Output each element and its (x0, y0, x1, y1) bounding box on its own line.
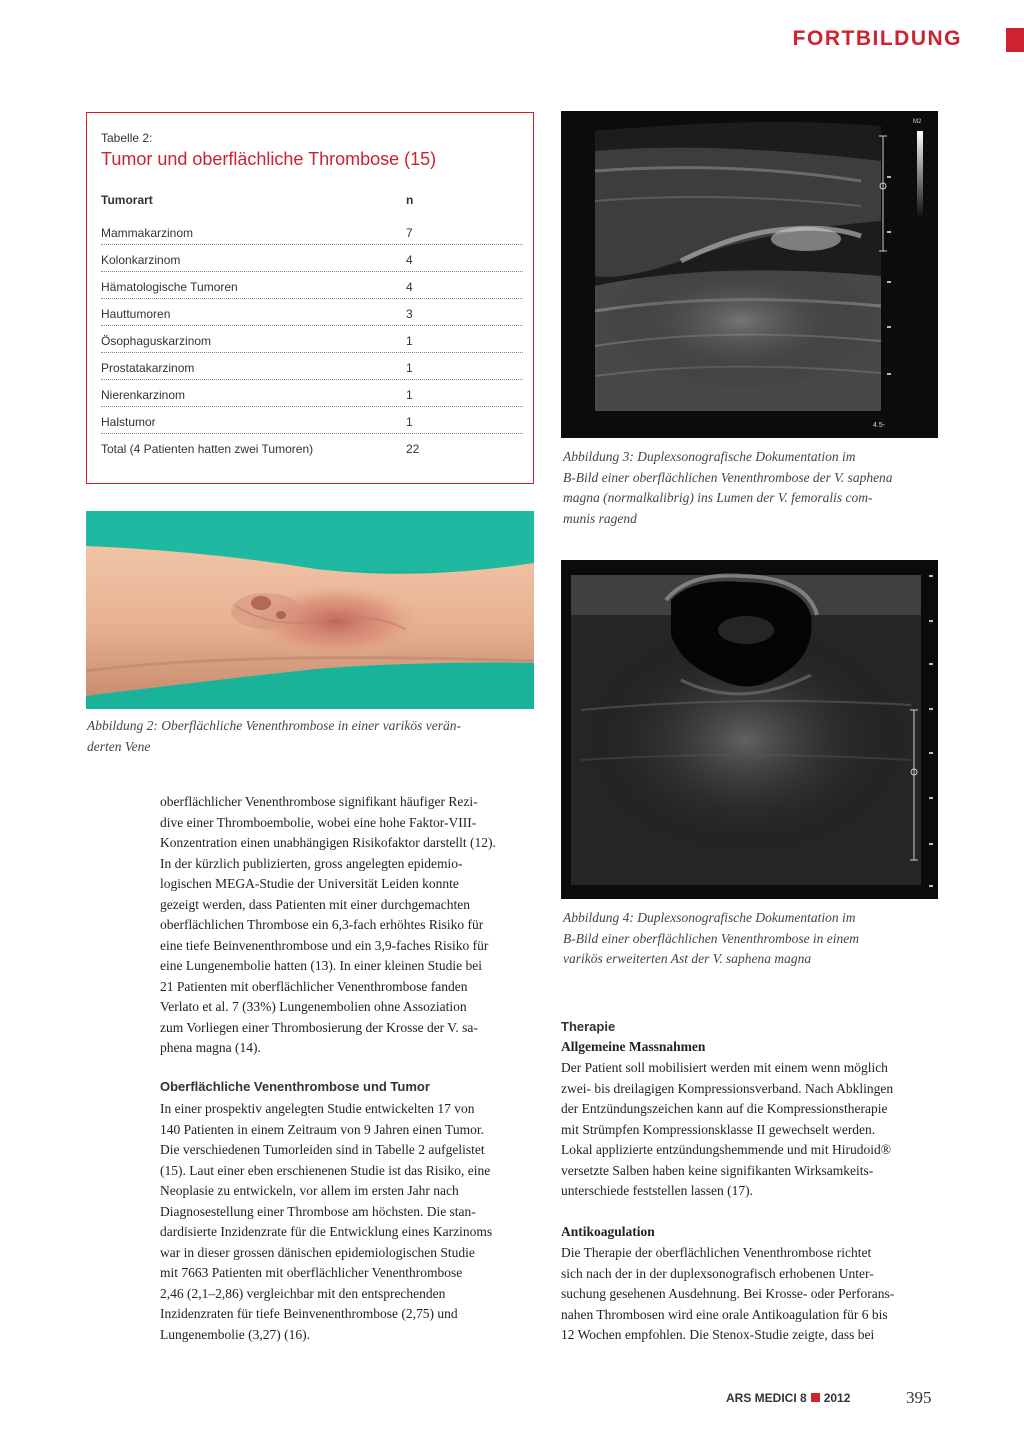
footer-square-icon (811, 1393, 820, 1402)
scale-label-top: M2 (913, 119, 922, 125)
table-label: Tabelle 2: (101, 131, 153, 145)
section-heading-therapie: Therapie (561, 1019, 616, 1034)
table-title: Tumor und oberflächliche Thrombose (15) (101, 149, 437, 169)
page-number: 395 (906, 1388, 932, 1407)
table-row: Hauttumoren 3 (101, 307, 523, 326)
leg-graphic (86, 511, 534, 709)
section-title: FORTBILDUNG (792, 27, 962, 50)
journal-footer (726, 1391, 850, 1405)
journal-year: 2012 (823, 1391, 851, 1405)
table-row: Mammakarzinom 7 (101, 226, 523, 245)
left-paragraph-2: In einer prospektiv angelegten Studie entwickelten 17 von 140 Patienten in einem Zeitraum von 9 Jahren einen Tumor. Die verschiedenen Tumorleiden sind in Tabelle 2 aufgelistet (15). Laut einer eben erschienenen Studie ist das Risiko, eine Neoplasie zu entwickeln, vor allem im ersten Jahr nach Diagnosestellung einer Thrombose am höchsten. Die stan- dardisierte Inzidenzrate für die Entwicklung eines Karzinoms war in dieser grossen dänischen epidemiologischen Studie mit 7663 Patienten mit oberflächlicher Venenthrombose 2,46 (2,1–2,86) vergleichbar mit den entsprechenden Inzidenzraten für tiefe Beinvenenthrombose (2,75) und Lungenembolie (3,27) (16). (160, 1101, 493, 1342)
ultrasound-graphic (561, 560, 938, 899)
column-header-tumorart: Tumorart (101, 193, 153, 207)
table-box (86, 112, 534, 484)
table-row: Halstumor 1 (101, 415, 523, 434)
table-row: Prostatakarzinom 1 (101, 361, 523, 380)
figure-4-caption: Abbildung 4: Duplexsonografische Dokumentation im B-Bild einer oberflächlichen Venenthrombose in einem varikös erweiterten Ast der V. saphena magna (563, 910, 860, 966)
table-row: Nierenkarzinom 1 (101, 388, 523, 407)
ultrasound-image-fig4 (561, 560, 938, 899)
column-header-n: n (406, 193, 414, 207)
figure-3-caption: Abbildung 3: Duplexsonografische Dokumentation im B-Bild einer oberflächlichen Venenthrombose der V. saphena magna (normalkalibrig) ins Lumen der V. femoralis com- munis ragend (563, 449, 893, 526)
ultrasound-graphic (561, 111, 938, 438)
table-row: Kolonkarzinom 4 (101, 253, 523, 272)
leg-photo-fig2 (86, 511, 534, 709)
journal-name: ARS MEDICI 8 (726, 1391, 807, 1405)
right-paragraph-1: Der Patient soll mobilisiert werden mit einem wenn möglich zwei- bis dreilagigen Kompressionsverband. Nach Abklingen der Entzündungszeichen kann auf die Kompressionstherapie mit Strümpfen Kompressionsklasse II gewechselt werden. Lokal applizierte entzündungshemmende und mit Hirudoid® versetzte Salben haben keine signifikanten Wirksamkeits- unterschiede feststellen lassen (17). (561, 1060, 894, 1198)
scale-label-bottom: 4.5- (873, 422, 886, 429)
table-row: Hämatologische Tumoren 4 (101, 280, 523, 299)
section-marker (1006, 28, 1024, 52)
left-paragraph-1: oberflächlicher Venenthrombose signifikant häufiger Rezi- dive einer Thromboembolie, wobei eine hohe Faktor-VIII- Konzentration einen unabhängigen Risikofaktor darstellt (12). In der kürzlich publizierten, gross angelegten epidemio- logischen MEGA-Studie der Universität Leiden konnte gezeigt werden, dass Patienten mit einer durchgemachten oberflächlichen Thrombose ein 6,3-fach erhöhtes Risiko für eine tiefe Beinvenenthrombose und ein 3,9-faches Risiko für eine Lungenembolie hatten (13). In einer kleinen Studie bei 21 Patienten mit oberflächlicher Venenthrombose fanden Verlato et al. 7 (33%) Lungenembolien ohne Assoziation zum Vorliegen einer Thrombosierung der Krosse der V. sa- phena magna (14). (160, 794, 496, 1055)
subheading-antikoagulation: Antikoagulation (561, 1224, 655, 1239)
right-paragraph-2: Die Therapie der oberflächlichen Venenthrombose richtet sich nach der in der duplexsonografisch erhobenen Unter- suchung gesehenen Ausdehnung. Bei Krosse- oder Perforans- nahen Thrombosen wird eine orale Antikoagulation für 6 bis 12 Wochen empfohlen. Die Stenox-Studie zeigte, dass bei (561, 1245, 895, 1342)
subheading-allgemeine-massnahmen: Allgemeine Massnahmen (561, 1039, 706, 1054)
section-heading-tumor: Oberflächliche Venenthrombose und Tumor (160, 1079, 430, 1094)
table-row-total: Total (4 Patienten hatten zwei Tumoren) 22 (101, 442, 420, 456)
ultrasound-image-fig3 (561, 111, 938, 438)
figure-2-caption: Abbildung 2: Oberflächliche Venenthrombose in einer varikös verän- derten Vene (87, 718, 462, 754)
table-row: Ösophaguskarzinom 1 (101, 334, 523, 353)
